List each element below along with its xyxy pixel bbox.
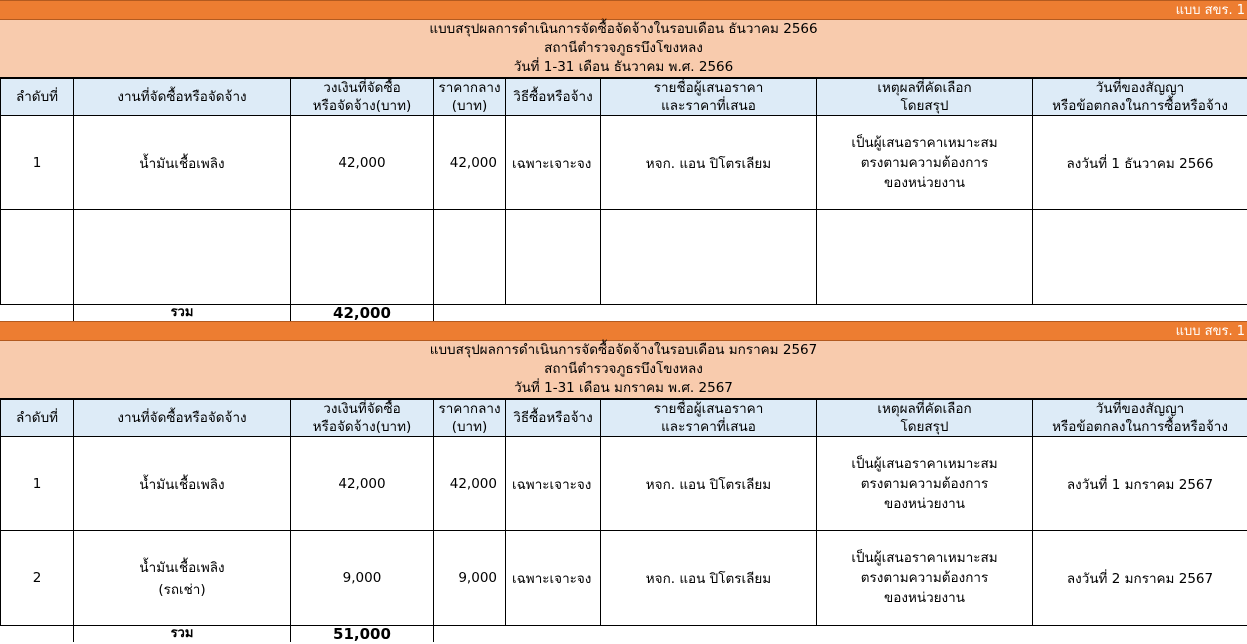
form-code: แบบ สขร. 1 (1175, 324, 1245, 339)
row-bidder: หจก. แอน ปิโตรเลียม (601, 116, 817, 210)
header-row (1, 79, 1247, 116)
header-row (1, 400, 1247, 437)
row-reason: เป็นผู้เสนอราคาเหมาะสม ตรงตามความต้องการ ของหน่วยงาน (817, 116, 1033, 210)
row-no: 1 (1, 437, 74, 531)
row-method: เฉพาะเจาะจง (506, 437, 601, 531)
report-title-block (0, 341, 1247, 399)
header-bidders: รายชื่อผู้เสนอราคา และราคาที่เสนอ (601, 400, 817, 437)
row-item: น้ำมันเชื้อเพลิง (รถเช่า) (74, 531, 291, 626)
header-contract: วันที่ของสัญญา หรือข้อตกลงในการซื้อหรือจ้าง (1033, 400, 1247, 437)
row-budget: 9,000 (291, 531, 434, 626)
row-item: น้ำมันเชื้อเพลิง (74, 116, 291, 210)
row-contract-date: ลงวันที่ 1 ธันวาคม 2566 (1033, 116, 1247, 210)
header-no: ลำดับที่ (1, 79, 74, 116)
header-item: งานที่จัดซื้อหรือจัดจ้าง (74, 400, 291, 437)
header-item: งานที่จัดซื้อหรือจัดจ้าง (74, 79, 291, 116)
report-title: แบบสรุปผลการดำเนินการจัดซื้อจัดจ้างในรอบเดือน ธันวาคม 2566 (429, 21, 818, 37)
form-code-bar (0, 0, 1247, 20)
station-name: สถานีตำรวจภูธรบึงโขงหลง (544, 40, 703, 56)
total-row (1, 626, 1247, 643)
total-value: 42,000 (291, 305, 434, 322)
header-median-price: ราคากลาง (บาท) (434, 400, 506, 437)
total-label: รวม (74, 626, 291, 643)
header-reason: เหตุผลที่คัดเลือก โดยสรุป (817, 400, 1033, 437)
form-code-bar (0, 321, 1247, 341)
table-row (1, 531, 1247, 626)
row-median-price: 9,000 (434, 531, 506, 626)
report-title: แบบสรุปผลการดำเนินการจัดซื้อจัดจ้างในรอบเดือน มกราคม 2567 (429, 342, 818, 358)
row-reason: เป็นผู้เสนอราคาเหมาะสม ตรงตามความต้องการ ของหน่วยงาน (817, 437, 1033, 531)
header-method: วิธีซื้อหรือจ้าง (506, 400, 601, 437)
row-item: น้ำมันเชื้อเพลิง (74, 437, 291, 531)
row-bidder: หจก. แอน ปิโตรเลียม (601, 437, 817, 531)
report-period: วันที่ 1-31 เดือน ธันวาคม พ.ศ. 2566 (513, 59, 734, 75)
header-contract: วันที่ของสัญญา หรือข้อตกลงในการซื้อหรือจ้าง (1033, 79, 1247, 116)
procurement-table (0, 78, 1247, 321)
row-bidder: หจก. แอน ปิโตรเลียม (601, 531, 817, 626)
form-code: แบบ สขร. 1 (1175, 3, 1245, 18)
procurement-table (0, 399, 1247, 642)
row-method: เฉพาะเจาะจง (506, 116, 601, 210)
total-value: 51,000 (291, 626, 434, 643)
row-contract-date: ลงวันที่ 1 มกราคม 2567 (1033, 437, 1247, 531)
header-budget: วงเงินที่จัดซื้อ หรือจัดจ้าง(บาท) (291, 79, 434, 116)
row-contract-date: ลงวันที่ 2 มกราคม 2567 (1033, 531, 1247, 626)
row-no: 1 (1, 116, 74, 210)
report-title-block (0, 20, 1247, 78)
total-row (1, 305, 1247, 322)
station-name: สถานีตำรวจภูธรบึงโขงหลง (544, 361, 703, 377)
table-row (1, 116, 1247, 210)
header-median-price: ราคากลาง (บาท) (434, 79, 506, 116)
row-budget: 42,000 (291, 116, 434, 210)
header-bidders: รายชื่อผู้เสนอราคา และราคาที่เสนอ (601, 79, 817, 116)
total-label: รวม (74, 305, 291, 322)
table-row (1, 437, 1247, 531)
row-method: เฉพาะเจาะจง (506, 531, 601, 626)
row-median-price: 42,000 (434, 116, 506, 210)
row-median-price: 42,000 (434, 437, 506, 531)
row-reason: เป็นผู้เสนอราคาเหมาะสม ตรงตามความต้องการ ของหน่วยงาน (817, 531, 1033, 626)
header-budget: วงเงินที่จัดซื้อ หรือจัดจ้าง(บาท) (291, 400, 434, 437)
row-no: 2 (1, 531, 74, 626)
report-section-december (0, 0, 1247, 321)
row-budget: 42,000 (291, 437, 434, 531)
report-section-january (0, 321, 1247, 642)
report-period: วันที่ 1-31 เดือน มกราคม พ.ศ. 2567 (514, 380, 733, 396)
header-method: วิธีซื้อหรือจ้าง (506, 79, 601, 116)
table-row-empty (1, 210, 1247, 305)
header-no: ลำดับที่ (1, 400, 74, 437)
header-reason: เหตุผลที่คัดเลือก โดยสรุป (817, 79, 1033, 116)
